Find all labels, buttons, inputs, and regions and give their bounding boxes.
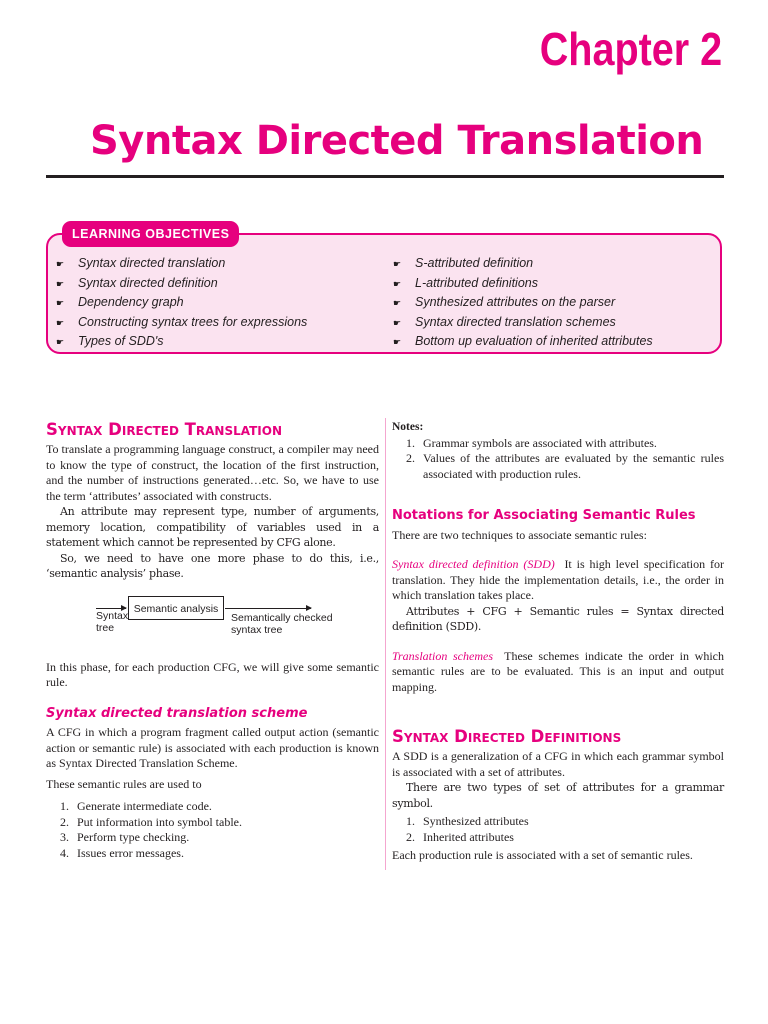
pointing-hand-icon: ☛	[56, 278, 65, 289]
objective-item: ☛ S-attributed definition	[393, 254, 653, 274]
objective-item: ☛ Dependency graph	[56, 293, 307, 313]
formula: Attributes + CFG + Semantic rules = Syntax directed definition (SDD).	[392, 604, 724, 633]
paragraph: Syntax directed definition (SDD) It is high level specification for translation. They hide the implementation details, i.e., the order in which translation takes place.	[392, 557, 724, 602]
paragraph: So, we need to have one more phase to do this, i.e., ‘semantic analysis’ phase.	[46, 551, 379, 580]
objectives-right-list	[393, 254, 653, 352]
paragraph: An attribute may represent type, number of arguments, memory location, compatibility of variables used in a statement which cannot be represented by CFG alone.	[46, 505, 379, 549]
list-item: 3. Perform type checking.	[60, 830, 190, 844]
pointing-hand-icon: ☛	[393, 278, 402, 289]
objective-item: ☛ Syntax directed definition	[56, 274, 307, 294]
list-item: 2. Inherited attributes	[406, 829, 514, 844]
section-heading: Notations for Associating Semantic Rules	[392, 508, 696, 523]
objective-item: ☛ Syntax directed translation schemes	[393, 313, 653, 333]
diagram-input-label: Syntax tree	[96, 609, 129, 634]
pointing-hand-icon: ☛	[56, 337, 65, 348]
paragraph: Each production rule is associated with a set of semantic rules.	[392, 848, 693, 862]
translation-schemes-term: Translation schemes	[392, 648, 493, 663]
left-column	[46, 420, 379, 861]
objective-item: ☛ Constructing syntax trees for expressions	[56, 313, 307, 333]
paragraph: There are two techniques to associate semantic rules:	[392, 527, 647, 542]
subsection-heading: Syntax directed translation scheme	[46, 705, 308, 721]
objective-item: ☛ Synthesized attributes on the parser	[393, 293, 653, 313]
objective-item: ☛ Bottom up evaluation of inherited attributes	[393, 332, 653, 352]
numbered-list	[46, 799, 379, 861]
notes-list	[392, 436, 724, 483]
section-heading: Syntax Directed Definitions	[392, 727, 622, 746]
pointing-hand-icon: ☛	[393, 259, 402, 269]
paragraph: Translation schemes These schemes indicate the order in which semantic rules are to be evaluated. This is an input and output mapping.	[392, 648, 724, 694]
pointing-hand-icon: ☛	[56, 259, 65, 269]
input-arrow	[96, 608, 126, 609]
list-item: 1. Generate intermediate code.	[60, 799, 212, 813]
paragraph: There are two types of set of attributes for a grammar symbol.	[392, 781, 724, 810]
objective-item: ☛ Syntax directed translation	[56, 254, 307, 274]
list-item: 2. Values of the attributes are evaluated by the semantic rules associated with production rules.	[406, 451, 724, 481]
objectives-left-list	[56, 254, 307, 352]
title-rule	[46, 175, 724, 178]
list-item: 4. Issues error messages.	[60, 845, 184, 860]
output-arrow	[225, 608, 311, 609]
paragraph: A CFG in which a program fragment called output action (semantic action or semantic rule) is associated with each production is known as Syntax Directed Translation Scheme.	[46, 725, 379, 770]
paragraph: To translate a programming language construct, a compiler may need to know the type of construct, the location of the first instruction, and the number of instructions generated…etc. So, we have to use the term ‘attributes’ associated with constructs.	[46, 442, 379, 503]
sdd-term: Syntax directed definition (SDD)	[392, 557, 555, 571]
learning-objectives-label: LEARNING OBJECTIVES	[62, 221, 239, 247]
notes-label: Notes:	[392, 421, 424, 433]
objective-item: ☛ Types of SDD's	[56, 332, 307, 352]
attributes-list	[392, 814, 724, 845]
semantic-analysis-box: Semantic analysis	[128, 596, 224, 620]
column-divider	[385, 418, 386, 870]
chapter-number: Chapter 2	[539, 23, 722, 75]
paragraph: These semantic rules are used to	[46, 776, 202, 791]
list-item: 1. Synthesized attributes	[406, 814, 529, 828]
section-heading: Syntax Directed Translation	[46, 420, 283, 439]
pointing-hand-icon: ☛	[56, 298, 65, 309]
pointing-hand-icon: ☛	[393, 337, 402, 348]
pointing-hand-icon: ☛	[56, 317, 65, 328]
paragraph: In this phase, for each production CFG, we will give some semantic rule.	[46, 659, 379, 689]
list-item: 2. Put information into symbol table.	[60, 814, 242, 829]
pointing-hand-icon: ☛	[393, 298, 402, 309]
semantic-analysis-diagram	[46, 592, 379, 650]
page-title: Syntax Directed Translation	[90, 118, 704, 164]
list-item: 1. Grammar symbols are associated with attributes.	[406, 435, 657, 450]
paragraph: A SDD is a generalization of a CFG in which each grammar symbol is associated with a set of attributes.	[392, 749, 724, 779]
objective-item: ☛ L-attributed definitions	[393, 274, 653, 294]
pointing-hand-icon: ☛	[393, 317, 402, 328]
right-column	[392, 420, 724, 864]
diagram-output-label: Semantically checked syntax tree	[231, 611, 333, 636]
